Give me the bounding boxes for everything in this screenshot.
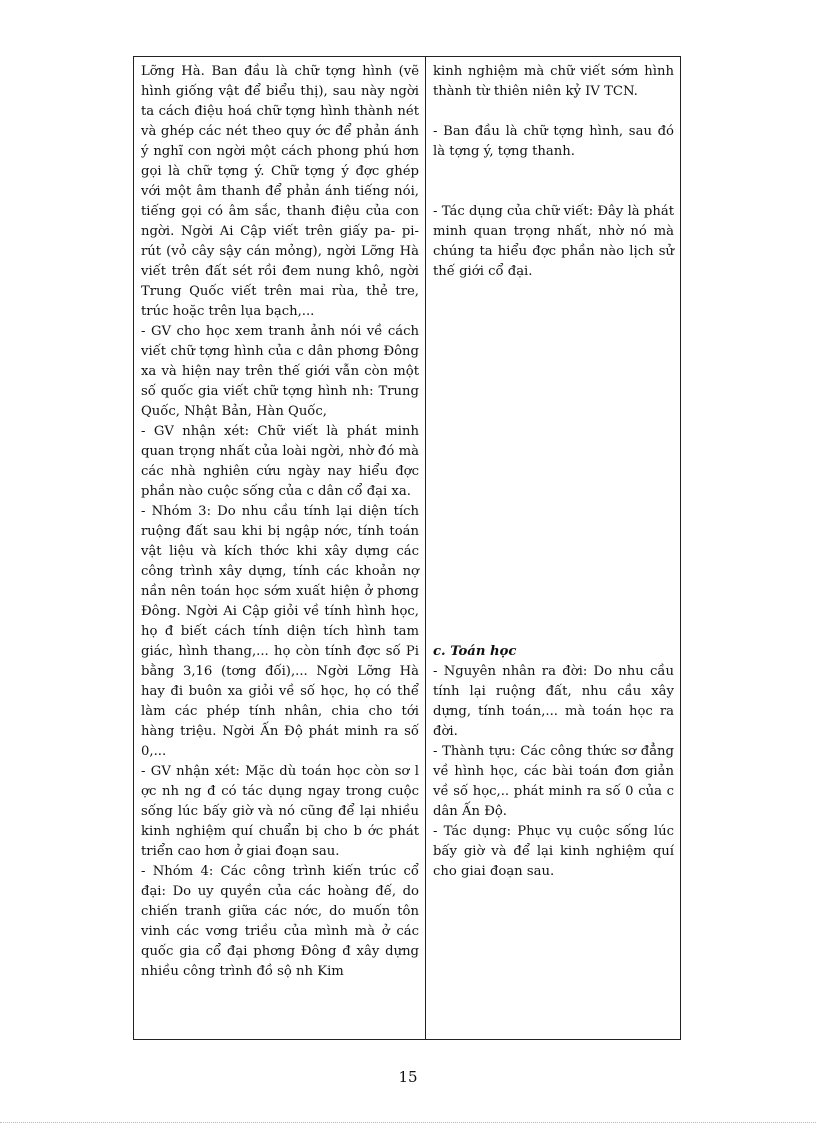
right-intro: kinh nghiệm mà chữ viết sớm hình thành từ thiên niên kỷ IV TCN. <box>433 64 674 99</box>
left-paragraph-6: - Nhóm 4: Các công trình kiến trúc cổ đại: Do uy quyền của các hoàng đế, do chiến tranh giữa các nớc, do muốn tôn vinh các vơng triều của mình mà ở các quốc gia cổ đại phơng Đông đ xây dựng nhiều công trình đồ sộ nh Kim <box>141 864 419 979</box>
teacher-activity-column <box>134 57 426 1039</box>
math-item-origin: - Nguyên nhân ra đời: Do nhu cầu tính lại ruộng đất, nhu cầu xây dựng, tính toán,... mà toán học ra đời. <box>433 664 674 739</box>
math-item-achievements: - Thành tựu: Các công thức sơ đẳng về hình học, các bài toán đơn giản về số học,.. phát minh ra số 0 của c dân Ấn Độ. <box>433 744 674 819</box>
right-point-writing-origin: - Ban đầu là chữ tợng hình, sau đó là tợng ý, tợng thanh. <box>433 124 674 159</box>
left-paragraph-4: - Nhóm 3: Do nhu cầu tính lại diện tích ruộng đất sau khi bị ngập nớc, tính toán vật liệu và kích thớc khi xây dựng các công trình xây dựng, tính các khoản nợ nần nên toán học sớm xuất hiện ở phơng Đông. Ngời Ai Cập giỏi về tính hình học, họ đ biết cách tính diện tích hình tam giác, hình thang,... họ còn tính đợc số Pi bằng 3,16 (tơng đối),... Ngời Lỡng Hà hay đi buôn xa giỏi về số học, họ có thể làm các phép tính nhân, chia cho tới hàng triệu. Ngời Ấn Độ phát minh ra số 0,... <box>141 504 419 759</box>
left-paragraph-3: - GV nhận xét: Chữ viết là phát minh quan trọng nhất của loài ngời, nhờ đó mà các nhà nghiên cứu ngày nay hiểu đợc phần nào cuộc sống của c dân cổ đại xa. <box>141 424 419 499</box>
section-heading-math: c. Toán học <box>433 644 517 659</box>
left-paragraph-1: Lỡng Hà. Ban đầu là chữ tợng hình (vẽ hình giống vật để biểu thị), sau này ngời ta cách điệu hoá chữ tợng hình thành nét và ghép các nét theo quy ớc để phản ánh ý nghĩ con ngời một cách phong phú hơn gọi là chữ tợng ý. Chữ tợng ý đợc ghép với một âm thanh để phản ánh tiếng nói, tiếng gọi có âm sắc, thanh điệu của con ngời. Ngời Ai Cập viết trên giấy pa- pi- rút (vỏ cây sậy cán mỏng), ngời Lỡng Hà viết trên đất sét rồi đem nung khô, ngời Trung Quốc viết trên mai rùa, thẻ tre, trúc hoặc trên lụa bạch,... <box>141 64 419 319</box>
left-paragraph-5: - GV nhận xét: Mặc dù toán học còn sơ l ợc nh ng đ có tác dụng ngay trong cuộc sống lúc bấy giờ và nó cũng để lại nhiều kinh nghiệm quí chuẩn bị cho b ớc phát triển cao hơn ở giai đoạn sau. <box>141 764 419 859</box>
left-paragraph-2: - GV cho học xem tranh ảnh nói về cách viết chữ tợng hình của c dân phơng Đông xa và hiện nay trên thế giới vẫn còn một số quốc gia viết chữ tợng hình nh: Trung Quốc, Nhật Bản, Hàn Quốc, <box>141 324 419 419</box>
content-table <box>133 56 681 1040</box>
math-item-effect: - Tác dụng: Phục vụ cuộc sống lúc bấy giờ và để lại kinh nghiệm quí cho giai đoạn sau. <box>433 824 674 879</box>
knowledge-column <box>426 57 680 1039</box>
right-point-writing-effect: - Tác dụng của chữ viết: Đây là phát minh quan trọng nhất, nhờ nó mà chúng ta hiểu đợc phần nào lịch sử thế giới cổ đại. <box>433 204 674 279</box>
page-number: 15 <box>398 1068 418 1086</box>
